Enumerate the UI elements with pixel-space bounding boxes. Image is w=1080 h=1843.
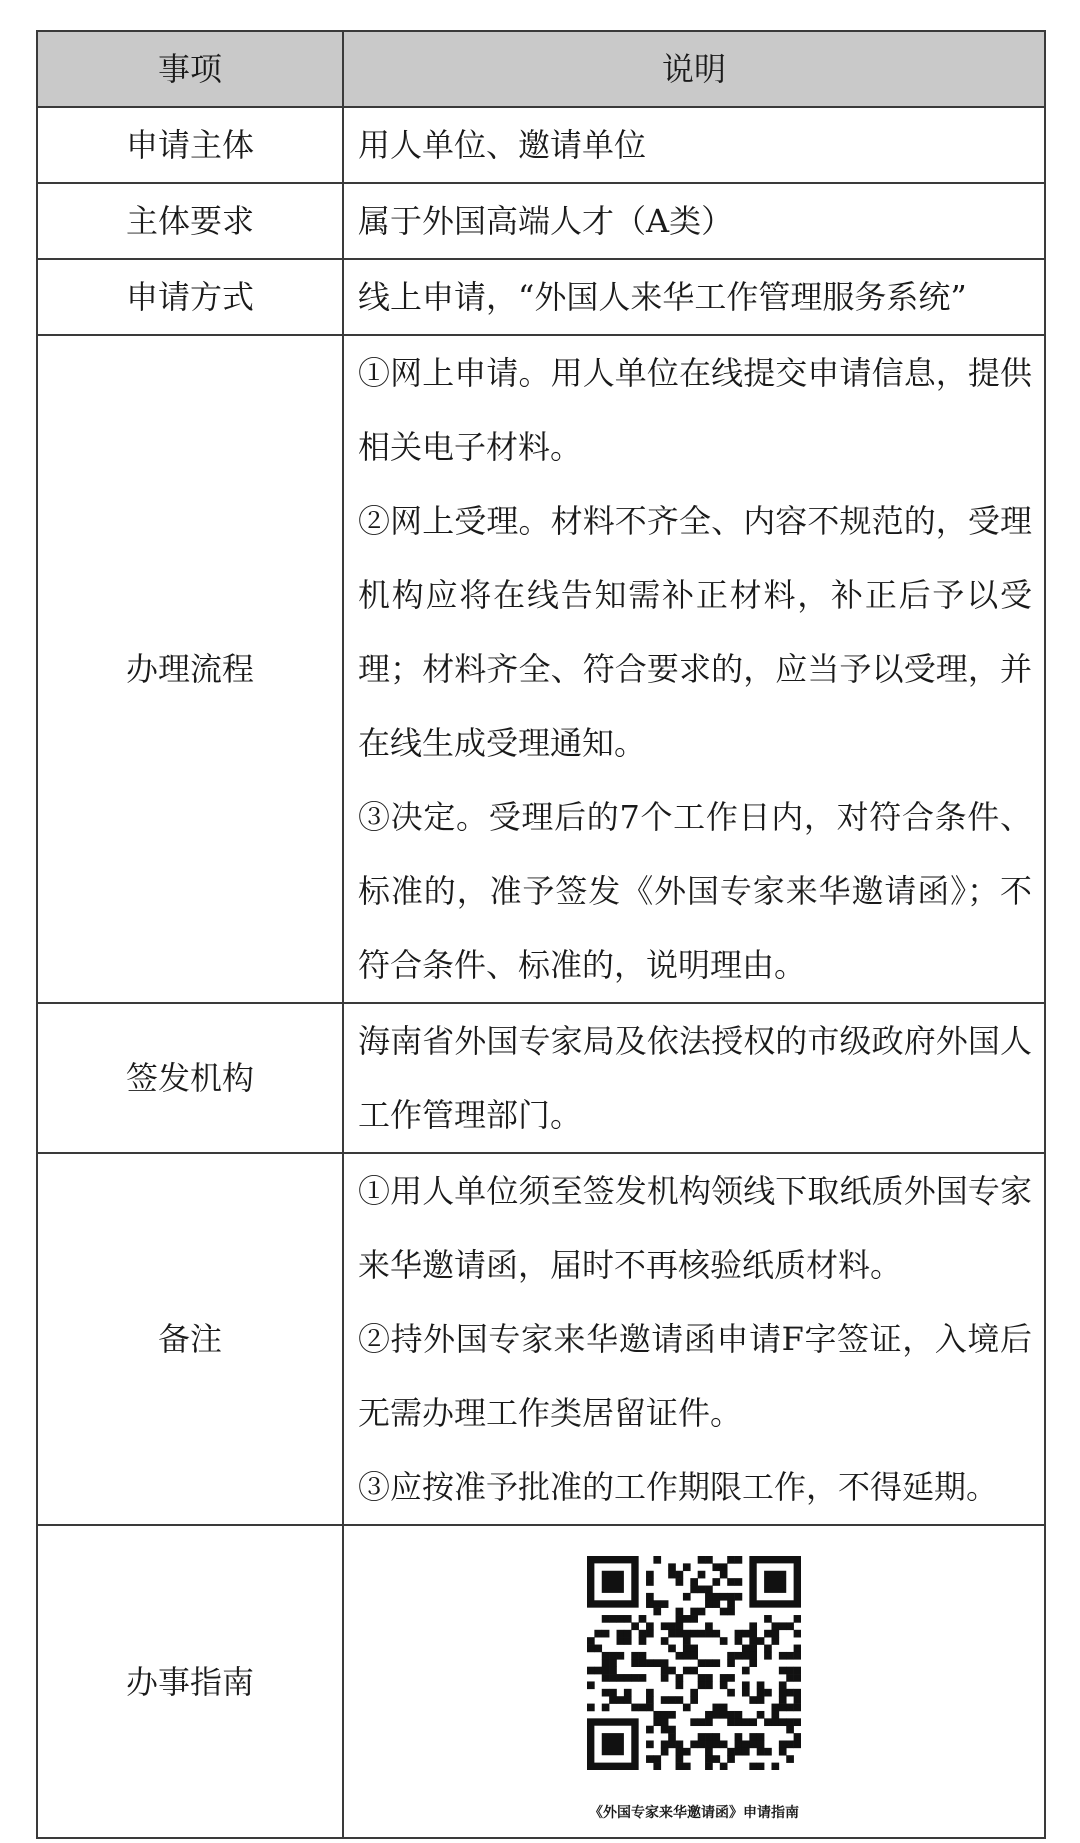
row-remarks-value [343, 1153, 1045, 1525]
process-step-3: ③决定。受理后的7个工作日内，对符合条件、标准的，准予签发《外国专家来华邀请函》；不符合条件、标准的，说明理由。 [358, 798, 1032, 984]
header-description: 说明 [343, 31, 1045, 107]
row-guide-value [343, 1525, 1045, 1838]
process-step-1: ①网上申请。用人单位在线提交申请信息，提供相关电子材料。 [358, 354, 1032, 466]
remark-1: ①用人单位须至签发机构领线下取纸质外国专家来华邀请函，届时不再核验纸质材料。 [358, 1172, 1032, 1284]
table-row [37, 1153, 1045, 1525]
table-row [37, 1525, 1045, 1838]
table-row [37, 335, 1045, 1003]
row-requirement-label: 主体要求 [37, 183, 343, 259]
table-header-row [37, 31, 1045, 107]
table-row [37, 107, 1045, 183]
row-process-value [343, 335, 1045, 1003]
row-requirement-value: 属于外国高端人才（A类） [343, 183, 1045, 259]
row-process-label: 办理流程 [37, 335, 343, 1003]
table-row [37, 259, 1045, 335]
table-row [37, 1003, 1045, 1153]
qr-caption: 《外国专家来华邀请函》申请指南 [589, 1804, 799, 1821]
row-issuer-value: 海南省外国专家局及依法授权的市级政府外国人工作管理部门。 [343, 1003, 1045, 1153]
row-guide-label: 办事指南 [37, 1525, 343, 1838]
header-item: 事项 [37, 31, 343, 107]
row-remarks-label: 备注 [37, 1153, 343, 1525]
remark-2: ②持外国专家来华邀请函申请F字签证，入境后无需办理工作类居留证件。 [358, 1320, 1032, 1432]
row-method-value: 线上申请，“外国人来华工作管理服务系统” [343, 259, 1045, 335]
row-method-label: 申请方式 [37, 259, 343, 335]
row-applicant-label: 申请主体 [37, 107, 343, 183]
process-step-2: ②网上受理。材料不齐全、内容不规范的，受理机构应将在线告知需补正材料，补正后予以受理；材料齐全、符合要求的，应当予以受理，并在线生成受理通知。 [358, 502, 1032, 762]
table-row [37, 183, 1045, 259]
qr-code-icon[interactable] [587, 1556, 801, 1770]
row-issuer-label: 签发机构 [37, 1003, 343, 1153]
info-table [36, 30, 1046, 1839]
row-applicant-value: 用人单位、邀请单位 [343, 107, 1045, 183]
remark-3: ③应按准予批准的工作期限工作，不得延期。 [358, 1468, 999, 1506]
